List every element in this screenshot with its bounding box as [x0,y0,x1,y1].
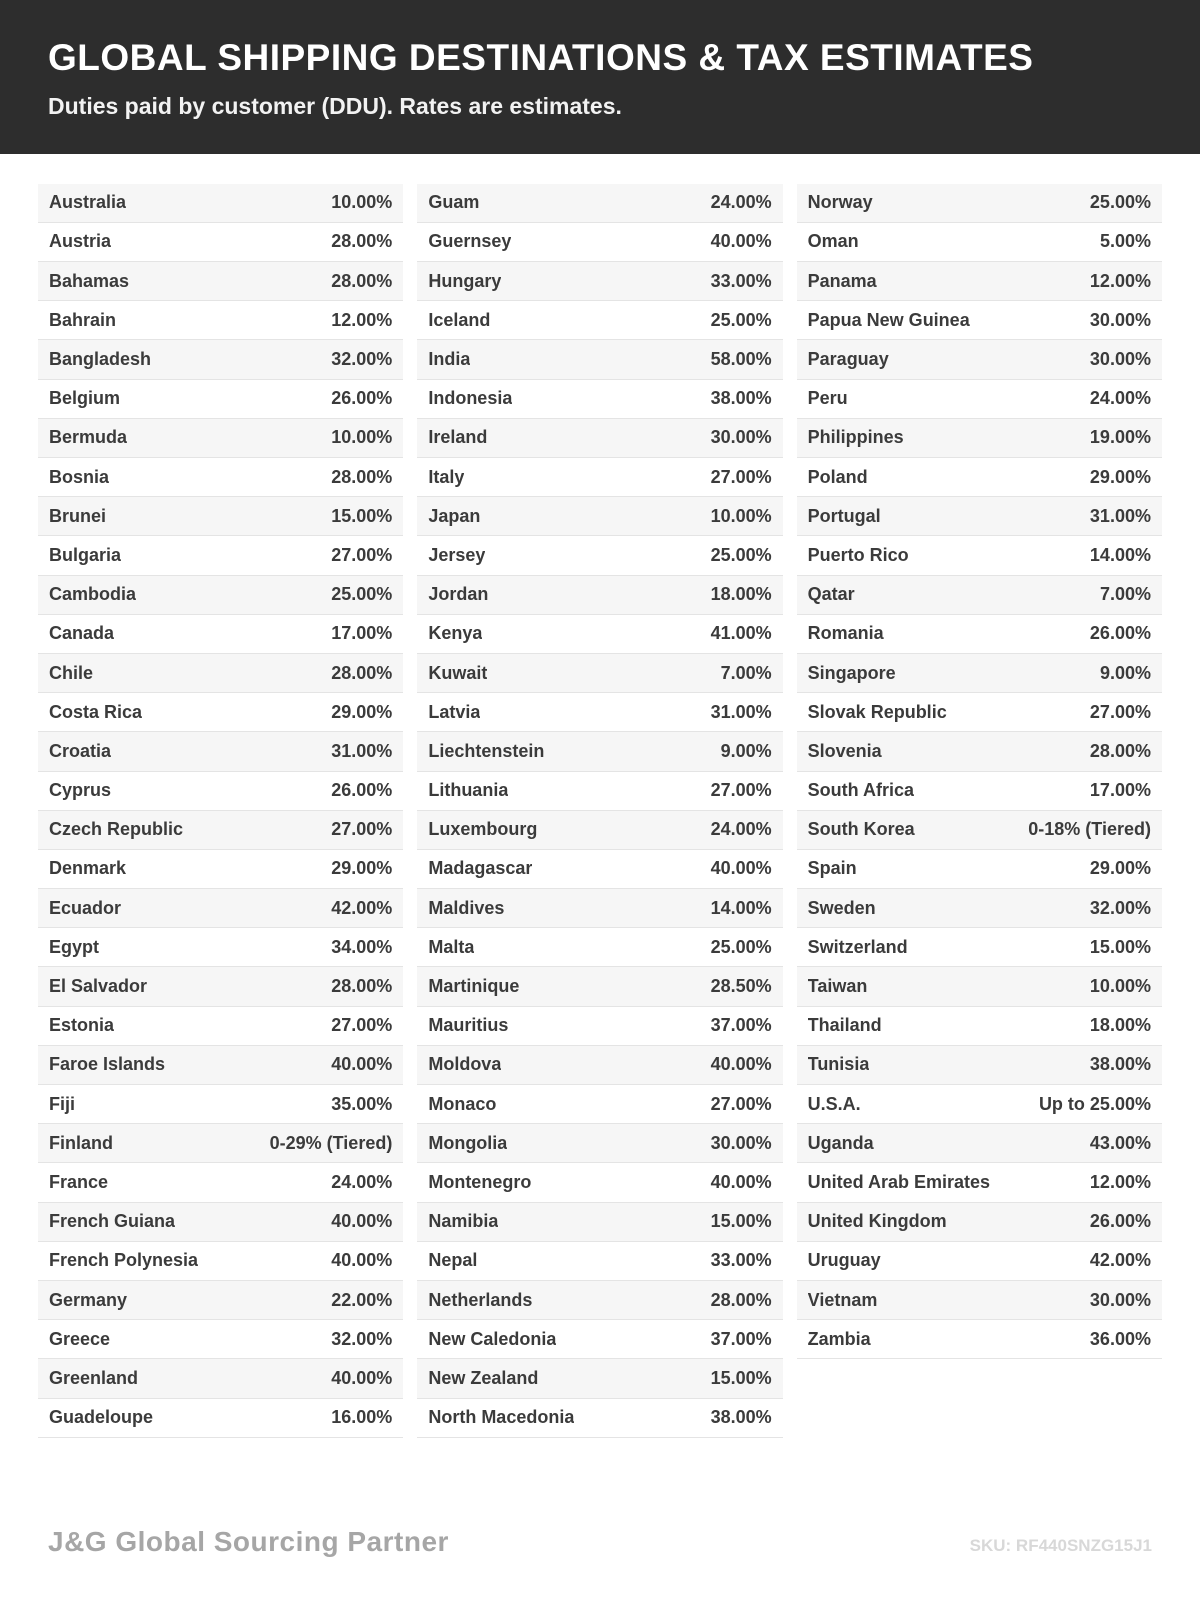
rate-row [417,772,782,811]
country-name: Brunei [49,505,107,526]
country-name: Martinique [428,976,520,997]
rate-row [417,1203,782,1242]
tax-rate: 24.00% [710,819,772,840]
rate-row [417,967,782,1006]
rate-row [38,1163,403,1202]
tax-rate: 9.00% [1099,662,1151,683]
tax-rate: 35.00% [331,1093,393,1114]
rate-row [417,1320,782,1359]
country-name: Bahrain [49,309,117,330]
rate-row [38,654,403,693]
rates-column [797,184,1162,1360]
country-name: Bulgaria [49,544,122,565]
country-name: Switzerland [807,936,908,957]
country-name: Bangladesh [49,349,152,370]
country-name: Australia [49,192,127,213]
country-name: French Guiana [49,1211,176,1232]
tax-rate: 29.00% [331,858,393,879]
rate-row [797,1203,1162,1242]
country-name: Croatia [49,740,112,761]
country-name: Germany [49,1289,128,1310]
rate-row [797,732,1162,771]
rate-row [797,301,1162,340]
rate-row [417,301,782,340]
rate-row [38,1320,403,1359]
tax-rate: 30.00% [710,427,772,448]
tax-rate: 7.00% [1099,584,1151,605]
tax-rate: 17.00% [1089,780,1151,801]
rate-row [797,184,1162,223]
country-name: Papua New Guinea [807,309,970,330]
tax-rate: 25.00% [1089,192,1151,213]
tax-rate: 14.00% [1089,544,1151,565]
rate-row [38,576,403,615]
rate-row [797,223,1162,262]
country-name: Chile [49,662,94,683]
country-name: Guernsey [428,231,512,252]
country-name: Guam [428,192,480,213]
rate-row [797,1242,1162,1281]
country-name: Bosnia [49,466,110,487]
tax-rate: 40.00% [710,231,772,252]
tax-rate: 19.00% [1089,427,1151,448]
rate-row [38,419,403,458]
rate-row [38,1281,403,1320]
country-name: Ireland [428,427,488,448]
page-header [0,0,1200,154]
rate-row [417,497,782,536]
tax-rate: 24.00% [1089,388,1151,409]
tax-rate: 41.00% [710,623,772,644]
tax-rate: 30.00% [1089,309,1151,330]
rate-row [797,1085,1162,1124]
tax-rate: 27.00% [1089,701,1151,722]
brand-name: J&G Global Sourcing Partner [48,1526,449,1557]
tax-rate: 27.00% [331,819,393,840]
rate-row [38,184,403,223]
page-footer [48,1526,1152,1558]
rate-row [38,772,403,811]
rate-row [417,654,782,693]
rate-row [797,811,1162,850]
country-name: Poland [807,466,868,487]
country-name: Costa Rica [49,701,143,722]
tax-rate: 31.00% [1089,505,1151,526]
country-name: Kenya [428,623,483,644]
country-name: Cambodia [49,584,137,605]
country-name: French Polynesia [49,1250,199,1271]
country-name: Mongolia [428,1132,508,1153]
country-name: Canada [49,623,115,644]
rate-row [417,184,782,223]
tax-rate: 25.00% [331,584,393,605]
tax-rate: 42.00% [331,897,393,918]
country-name: United Arab Emirates [807,1171,991,1192]
rate-row [417,1359,782,1398]
tax-rate: 32.00% [1089,897,1151,918]
country-name: Bermuda [49,427,128,448]
country-name: Kuwait [428,662,488,683]
tax-rate: 0-18% (Tiered) [1028,819,1151,840]
rates-table [0,154,1200,1438]
country-name: Japan [428,505,481,526]
rate-row [38,1124,403,1163]
tax-rate: 15.00% [710,1367,772,1388]
rate-row [38,615,403,654]
country-name: Guadeloupe [49,1407,154,1428]
tax-rate: 25.00% [710,544,772,565]
country-name: France [49,1171,109,1192]
tax-rate: 18.00% [1089,1015,1151,1036]
country-name: Indonesia [428,388,513,409]
rate-row [797,262,1162,301]
rate-row [797,967,1162,1006]
country-name: Italy [428,466,465,487]
rate-row [417,340,782,379]
rate-row [417,1163,782,1202]
country-name: Nepal [428,1250,478,1271]
country-name: Czech Republic [49,819,184,840]
rate-row [38,223,403,262]
tax-rate: 27.00% [331,544,393,565]
tax-rate: 12.00% [331,309,393,330]
tax-rate: 28.00% [331,270,393,291]
rate-row [797,1320,1162,1359]
rate-row [797,380,1162,419]
country-name: Vietnam [807,1289,878,1310]
tax-rate: 9.00% [720,740,772,761]
rate-row [417,1007,782,1046]
country-name: United Kingdom [807,1211,947,1232]
rate-row [38,967,403,1006]
rate-row [38,340,403,379]
rate-row [417,693,782,732]
tax-rate: 33.00% [710,1250,772,1271]
country-name: El Salvador [49,976,148,997]
country-name: New Zealand [428,1367,539,1388]
rate-row [38,497,403,536]
country-name: Moldova [428,1054,502,1075]
country-name: Faroe Islands [49,1054,166,1075]
tax-rate: 42.00% [1089,1250,1151,1271]
tax-rate: 30.00% [1089,349,1151,370]
rate-row [38,536,403,575]
rate-row [417,262,782,301]
country-name: India [428,349,471,370]
country-name: Mauritius [428,1015,509,1036]
tax-rate: 24.00% [331,1171,393,1192]
rate-row [797,1163,1162,1202]
tax-rate: 43.00% [1089,1132,1151,1153]
country-name: Uruguay [807,1250,881,1271]
rate-row [38,1085,403,1124]
rate-row [417,811,782,850]
country-name: Maldives [428,897,505,918]
tax-rate: 26.00% [1089,623,1151,644]
country-name: Liechtenstein [428,740,545,761]
country-name: Netherlands [428,1289,533,1310]
country-name: Philippines [807,427,904,448]
country-name: Austria [49,231,112,252]
rate-row [38,1007,403,1046]
country-name: South Korea [807,819,915,840]
rate-row [797,340,1162,379]
rate-row [417,1085,782,1124]
tax-rate: 38.00% [710,1407,772,1428]
country-name: Qatar [807,584,855,605]
country-name: Greece [49,1328,111,1349]
rate-row [38,1242,403,1281]
tax-rate: 0-29% (Tiered) [269,1132,393,1153]
tax-rate: 14.00% [710,897,772,918]
country-name: Namibia [428,1211,499,1232]
country-name: Oman [807,231,859,252]
page-title: GLOBAL SHIPPING DESTINATIONS & TAX ESTIMATES [48,37,1034,78]
tax-rate: 34.00% [331,936,393,957]
tax-rate: 40.00% [331,1054,393,1075]
country-name: Denmark [49,858,127,879]
tax-rate: 10.00% [331,192,393,213]
tax-rate: 27.00% [331,1015,393,1036]
tax-rate: 25.00% [710,936,772,957]
country-name: Montenegro [428,1171,532,1192]
country-name: North Macedonia [428,1407,575,1428]
tax-rate: 5.00% [1099,231,1151,252]
country-name: Romania [807,623,884,644]
rate-row [417,1242,782,1281]
rate-row [38,1359,403,1398]
tax-rate: 18.00% [710,584,772,605]
tax-rate: 7.00% [720,662,772,683]
rate-row [417,928,782,967]
country-name: South Africa [807,780,914,801]
tax-rate: 33.00% [710,270,772,291]
rate-row [38,458,403,497]
tax-rate: 25.00% [710,309,772,330]
tax-rate: 36.00% [1089,1328,1151,1349]
rate-row [797,536,1162,575]
rate-row [797,772,1162,811]
tax-rate: 26.00% [1089,1211,1151,1232]
country-name: U.S.A. [807,1093,861,1114]
rate-row [797,1007,1162,1046]
rate-row [797,615,1162,654]
tax-rate: 32.00% [331,349,393,370]
rate-row [417,576,782,615]
rates-column [38,184,403,1438]
country-name: Portugal [807,505,881,526]
country-name: Cyprus [49,780,112,801]
rate-row [417,223,782,262]
rate-row [797,928,1162,967]
country-name: Egypt [49,936,100,957]
tax-rate: 10.00% [331,427,393,448]
country-name: Jordan [428,584,489,605]
tax-rate: 28.00% [331,662,393,683]
tax-rate: 16.00% [331,1407,393,1428]
rate-row [38,301,403,340]
rate-row [417,380,782,419]
country-name: Fiji [49,1093,75,1114]
tax-rate: 29.00% [1089,466,1151,487]
tax-rate: 15.00% [710,1211,772,1232]
rate-row [38,1399,403,1438]
tax-rate: 27.00% [710,1093,772,1114]
tax-rate: 40.00% [331,1367,393,1388]
rate-row [797,654,1162,693]
rate-row [417,419,782,458]
rate-row [38,732,403,771]
country-name: Thailand [807,1015,882,1036]
country-name: Taiwan [807,976,868,997]
rate-row [797,1124,1162,1163]
tax-rate: 15.00% [331,505,393,526]
tax-rate: 12.00% [1089,270,1151,291]
country-name: Tunisia [807,1054,870,1075]
page-subtitle: Duties paid by customer (DDU). Rates are estimates. [48,92,622,119]
rate-row [417,732,782,771]
tax-rate: 40.00% [331,1211,393,1232]
country-name: Paraguay [807,349,889,370]
tax-rate: 29.00% [331,701,393,722]
country-name: Peru [807,388,848,409]
rate-row [38,693,403,732]
rate-row [797,1281,1162,1320]
tax-rate: 22.00% [331,1289,393,1310]
tax-rate: Up to 25.00% [1038,1093,1151,1114]
tax-rate: 26.00% [331,388,393,409]
country-name: Norway [807,192,873,213]
rate-row [417,889,782,928]
tax-rate: 31.00% [710,701,772,722]
country-name: Lithuania [428,780,509,801]
rate-row [797,693,1162,732]
rate-row [417,536,782,575]
rate-row [797,576,1162,615]
tax-rate: 12.00% [1089,1171,1151,1192]
tax-rate: 37.00% [710,1328,772,1349]
country-name: Slovenia [807,740,882,761]
country-name: Luxembourg [428,819,538,840]
country-name: Panama [807,270,877,291]
rate-row [38,811,403,850]
tax-rate: 40.00% [331,1250,393,1271]
country-name: Estonia [49,1015,115,1036]
tax-rate: 15.00% [1089,936,1151,957]
rate-row [38,850,403,889]
country-name: Jersey [428,544,486,565]
country-name: Belgium [49,388,121,409]
tax-rate: 32.00% [331,1328,393,1349]
tax-rate: 58.00% [710,349,772,370]
rate-row [417,458,782,497]
rate-row [38,380,403,419]
rate-row [417,1046,782,1085]
country-name: Finland [49,1132,113,1153]
tax-rate: 27.00% [710,780,772,801]
rate-row [797,1046,1162,1085]
rate-row [417,1124,782,1163]
tax-rate: 37.00% [710,1015,772,1036]
tax-rate: 28.00% [331,466,393,487]
rates-column [417,184,782,1438]
tax-rate: 40.00% [710,1054,772,1075]
tax-rate: 27.00% [710,466,772,487]
country-name: Singapore [807,662,896,683]
sku-label: SKU: RF440SNZG15J1 [969,1536,1152,1555]
tax-rate: 38.00% [1089,1054,1151,1075]
rate-row [797,889,1162,928]
country-name: Iceland [428,309,491,330]
rate-row [417,850,782,889]
rate-row [38,1203,403,1242]
country-name: New Caledonia [428,1328,557,1349]
rate-row [417,615,782,654]
tax-rate: 30.00% [1089,1289,1151,1310]
rate-row [797,458,1162,497]
country-name: Greenland [49,1367,139,1388]
tax-rate: 26.00% [331,780,393,801]
country-name: Puerto Rico [807,544,909,565]
country-name: Sweden [807,897,876,918]
rate-row [417,1281,782,1320]
tax-rate: 38.00% [710,388,772,409]
country-name: Latvia [428,701,481,722]
country-name: Hungary [428,270,502,291]
tax-rate: 28.00% [331,231,393,252]
tax-rate: 17.00% [331,623,393,644]
country-name: Uganda [807,1132,874,1153]
country-name: Malta [428,936,475,957]
rate-row [38,889,403,928]
country-name: Zambia [807,1328,871,1349]
rate-row [417,1399,782,1438]
tax-rate: 10.00% [1089,976,1151,997]
tax-rate: 40.00% [710,858,772,879]
country-name: Spain [807,858,857,879]
rate-row [797,497,1162,536]
tax-rate: 24.00% [710,192,772,213]
tax-rate: 29.00% [1089,858,1151,879]
tax-rate: 40.00% [710,1171,772,1192]
tax-rate: 31.00% [331,740,393,761]
tax-rate: 30.00% [710,1132,772,1153]
tax-rate: 28.00% [331,976,393,997]
tax-rate: 28.00% [1089,740,1151,761]
country-name: Monaco [428,1093,497,1114]
rate-row [38,928,403,967]
country-name: Madagascar [428,858,533,879]
country-name: Ecuador [49,897,122,918]
tax-rate: 28.00% [710,1289,772,1310]
tax-rate: 28.50% [710,976,772,997]
rate-row [797,419,1162,458]
country-name: Slovak Republic [807,701,947,722]
rate-row [38,262,403,301]
rate-row [38,1046,403,1085]
rate-row [797,850,1162,889]
tax-rate: 10.00% [710,505,772,526]
country-name: Bahamas [49,270,130,291]
